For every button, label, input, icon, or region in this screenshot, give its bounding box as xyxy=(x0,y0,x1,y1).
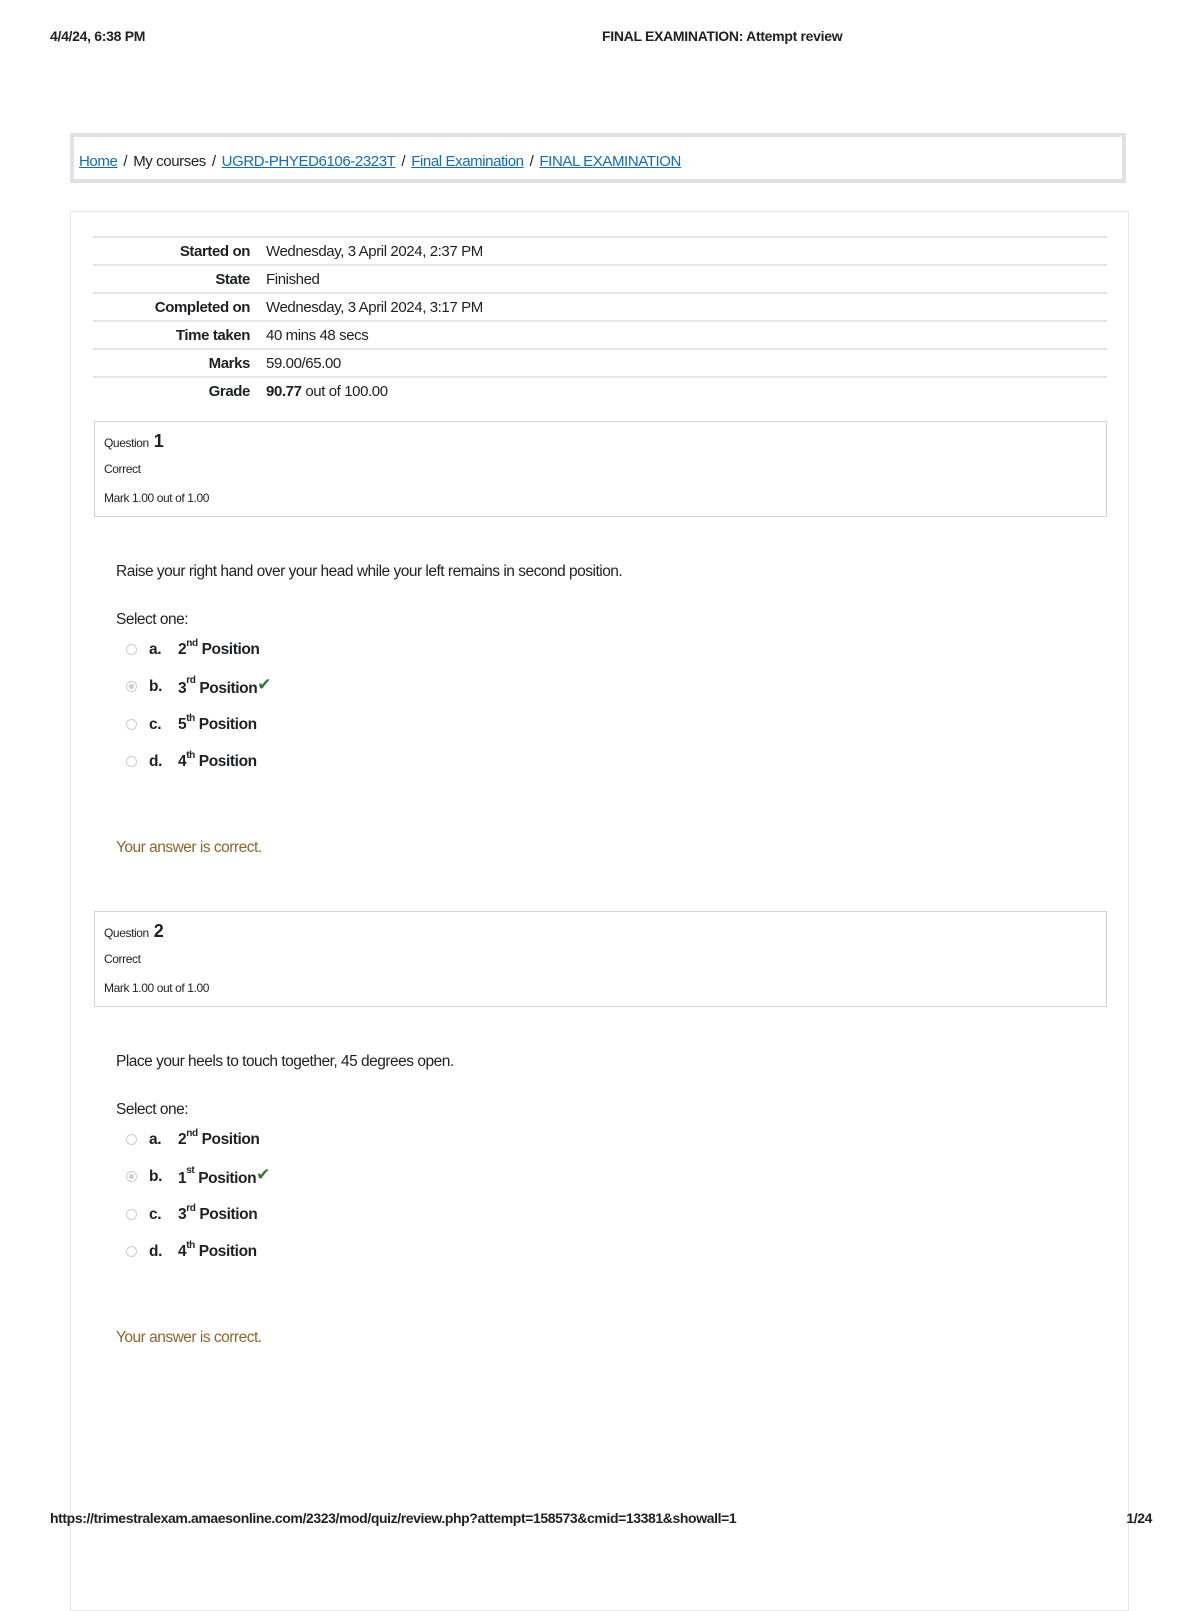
summary-row-started xyxy=(93,237,1107,265)
breadcrumb-container xyxy=(70,133,1126,183)
option-label: 4th Position xyxy=(178,1240,257,1260)
print-datetime: 4/4/24, 6:38 PM xyxy=(50,28,146,44)
summary-row-state xyxy=(93,265,1107,293)
radio-button[interactable] xyxy=(126,1246,137,1257)
breadcrumb-course-link[interactable]: UGRD-PHYED6106-2323T xyxy=(221,153,396,170)
question-text: Place your heels to touch together, 45 degrees open. xyxy=(116,1053,454,1070)
radio-button[interactable] xyxy=(126,756,137,767)
summary-value: Finished xyxy=(266,265,1107,293)
print-page-number: 1/24 xyxy=(1126,1510,1152,1526)
breadcrumb-my-courses: My courses xyxy=(133,153,206,170)
summary-row-grade xyxy=(93,377,1107,405)
summary-value xyxy=(266,377,1107,405)
option-letter: c. xyxy=(149,1206,162,1223)
option-letter: a. xyxy=(149,1131,162,1148)
option-label: 1st Position✔ xyxy=(178,1165,271,1187)
attempt-summary-table xyxy=(93,236,1107,405)
breadcrumb-section-link[interactable]: Final Examination xyxy=(411,153,524,170)
question-state: Correct xyxy=(104,462,141,476)
summary-row-completed xyxy=(93,293,1107,321)
answer-feedback: Your answer is correct. xyxy=(116,839,262,856)
answer-feedback: Your answer is correct. xyxy=(116,1329,262,1346)
breadcrumb-separator: / xyxy=(401,153,406,170)
radio-button[interactable] xyxy=(126,644,137,655)
question-number-value: 1 xyxy=(153,431,164,451)
print-title: FINAL EXAMINATION: Attempt review xyxy=(602,28,843,44)
question-number xyxy=(104,921,163,942)
radio-button[interactable] xyxy=(126,1134,137,1145)
option-label: 4th Position xyxy=(178,750,257,770)
grade-out-of: out of 100.00 xyxy=(301,383,388,400)
summary-label: State xyxy=(93,265,266,293)
breadcrumb xyxy=(79,153,681,170)
grade-score: 90.77 xyxy=(266,383,302,400)
summary-label: Marks xyxy=(93,349,266,377)
question-word: Question xyxy=(104,926,149,940)
question-word: Question xyxy=(104,436,149,450)
question-text: Raise your right hand over your head while your left remains in second position. xyxy=(116,563,623,580)
radio-button-selected[interactable] xyxy=(126,1171,137,1182)
breadcrumb-separator: / xyxy=(529,153,534,170)
option-label: 2nd Position xyxy=(178,638,260,658)
select-one-prompt: Select one: xyxy=(116,611,189,628)
select-one-prompt: Select one: xyxy=(116,1101,189,1118)
summary-value: 59.00/65.00 xyxy=(266,349,1107,377)
radio-button[interactable] xyxy=(126,719,137,730)
summary-label: Grade xyxy=(93,377,266,405)
radio-button-selected[interactable] xyxy=(126,681,137,692)
summary-label: Started on xyxy=(93,237,266,265)
option-label: 2nd Position xyxy=(178,1128,260,1148)
question-1-info xyxy=(94,421,1107,517)
summary-row-time-taken xyxy=(93,321,1107,349)
print-header xyxy=(50,28,1152,48)
question-number xyxy=(104,431,163,452)
summary-label: Completed on xyxy=(93,293,266,321)
question-grade: Mark 1.00 out of 1.00 xyxy=(104,981,210,995)
question-grade: Mark 1.00 out of 1.00 xyxy=(104,491,210,505)
summary-value: Wednesday, 3 April 2024, 2:37 PM xyxy=(266,237,1107,265)
option-letter: c. xyxy=(149,716,162,733)
correct-check-icon: ✔ xyxy=(256,1165,271,1184)
print-url: https://trimestralexam.amaesonline.com/2323/mod/quiz/review.php?attempt=158573&cmid=13381&showall=1 xyxy=(50,1510,737,1526)
radio-button[interactable] xyxy=(126,1209,137,1220)
option-label: 3rd Position xyxy=(178,1203,258,1223)
option-letter: d. xyxy=(149,1243,162,1260)
summary-label: Time taken xyxy=(93,321,266,349)
question-state: Correct xyxy=(104,952,141,966)
option-letter: b. xyxy=(149,678,162,695)
summary-row-marks xyxy=(93,349,1107,377)
breadcrumb-quiz-link[interactable]: FINAL EXAMINATION xyxy=(539,153,681,170)
option-label: 3rd Position✔ xyxy=(178,675,272,697)
question-number-value: 2 xyxy=(153,921,164,941)
question-2-info xyxy=(94,911,1107,1007)
option-label: 5th Position xyxy=(178,713,257,733)
option-letter: a. xyxy=(149,641,162,658)
option-letter: b. xyxy=(149,1168,162,1185)
print-footer xyxy=(50,1510,1152,1530)
breadcrumb-separator: / xyxy=(211,153,216,170)
option-letter: d. xyxy=(149,753,162,770)
summary-value: Wednesday, 3 April 2024, 3:17 PM xyxy=(266,293,1107,321)
breadcrumb-home-link[interactable]: Home xyxy=(79,153,118,170)
correct-check-icon: ✔ xyxy=(257,675,272,694)
summary-value: 40 mins 48 secs xyxy=(266,321,1107,349)
breadcrumb-separator: / xyxy=(123,153,128,170)
